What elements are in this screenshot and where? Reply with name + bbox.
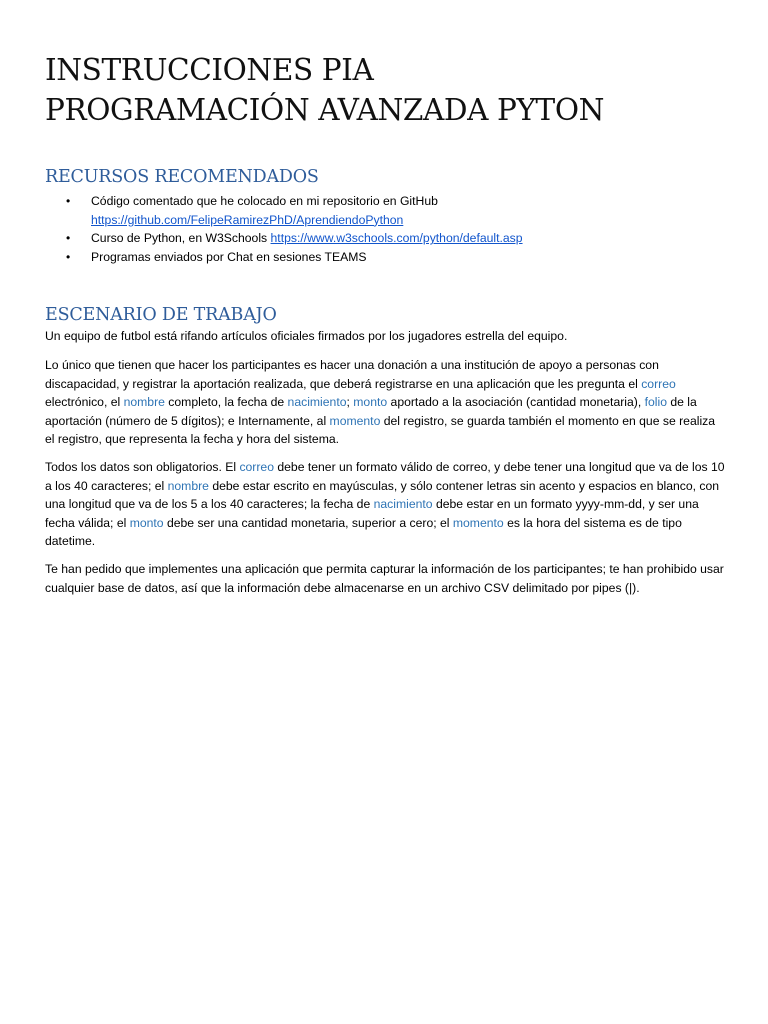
keyword-momento: momento — [329, 413, 381, 428]
resource-text: Curso de Python, en W3Schools — [91, 231, 271, 246]
text-span: debe estar escrito en mayúsculas, y sólo contener letras sin acento y espacios en blanco, con una longitud que va de los 5 a los 40 caracteres; la fecha de — [45, 478, 720, 512]
paragraph-4: Te han pedido que implementes una aplicación que permita capturar la información de los participantes; te han prohibido usar cualquier base de datos, así que la información debe almacenarse en un archivo CSV delimitado por pipes (|). — [45, 561, 724, 595]
list-item — [45, 192, 725, 229]
keyword-correo: correo — [239, 459, 274, 474]
document-page — [45, 50, 725, 606]
bullet-icon: • — [66, 249, 71, 264]
document-title — [45, 50, 725, 130]
text-span: electrónico, el — [45, 395, 124, 410]
github-link[interactable]: https://github.com/FelipeRamirezPhD/AprendiendoPython — [91, 212, 404, 227]
text-span: Lo único que tienen que hacer los participantes es hacer una donación a una institución de apoyo a personas con discapacidad, y registrar la aportación realizada, que deberá registrarse en una aplicación que les pregunta el — [45, 357, 659, 391]
keyword-nombre: nombre — [167, 478, 209, 493]
keyword-monto: monto — [353, 395, 388, 410]
text-span: ; — [346, 395, 354, 410]
w3schools-link[interactable]: https://www.w3schools.com/python/default.asp — [270, 231, 523, 246]
text-span: del registro, se guarda también el momento en que se realiza el registro, que representa la fecha y hora del sistema. — [45, 413, 716, 447]
text-span: debe ser una cantidad monetaria, superior a cero; el — [163, 515, 453, 530]
keyword-monto: monto — [129, 515, 164, 530]
text-span: Todos los datos son obligatorios. El — [45, 459, 240, 474]
list-item — [45, 229, 725, 248]
keyword-correo: correo — [641, 376, 676, 391]
resource-text: Programas enviados por Chat en sesiones TEAMS — [91, 249, 367, 264]
escenario-heading: ESCENARIO DE TRABAJO — [45, 305, 277, 326]
text-span: de la aportación (número de 5 dígitos); e Internamente, al — [45, 395, 697, 428]
escenario-body — [45, 327, 725, 597]
text-span: debe estar en un formato yyyy-mm-dd, y ser una fecha válida; el — [45, 497, 699, 530]
keyword-momento: momento — [452, 515, 504, 530]
recursos-heading: RECURSOS RECOMENDADOS — [45, 167, 319, 187]
text-span: es la hora del sistema es de tipo datetime. — [45, 515, 682, 549]
bullet-icon: • — [66, 231, 71, 246]
text-span: debe tener un formato válido de correo, y debe tener una longitud que va de los 10 a los 40 caracteres; el — [45, 459, 725, 493]
list-item — [45, 248, 725, 267]
text-span: completo, la fecha de — [164, 395, 288, 410]
text-span: aportado a la asociación (cantidad monetaria), — [387, 395, 645, 410]
keyword-nacimiento: nacimiento — [373, 497, 433, 512]
paragraph-3 — [45, 458, 725, 551]
resource-text: Código comentado que he colocado en mi repositorio en GitHub — [91, 194, 438, 208]
paragraph-1: Un equipo de futbol está rifando artículos oficiales firmados por los jugadores estrella del equipo. — [45, 329, 568, 344]
title-line-1: INSTRUCCIONES PIA — [45, 53, 374, 87]
keyword-nacimiento: nacimiento — [287, 395, 347, 410]
keyword-nombre: nombre — [123, 395, 165, 410]
resources-list — [45, 192, 725, 266]
keyword-folio: folio — [644, 395, 667, 410]
bullet-icon: • — [66, 194, 71, 208]
paragraph-2 — [45, 356, 725, 449]
title-line-2: PROGRAMACIÓN AVANZADA PYTON — [45, 93, 605, 127]
